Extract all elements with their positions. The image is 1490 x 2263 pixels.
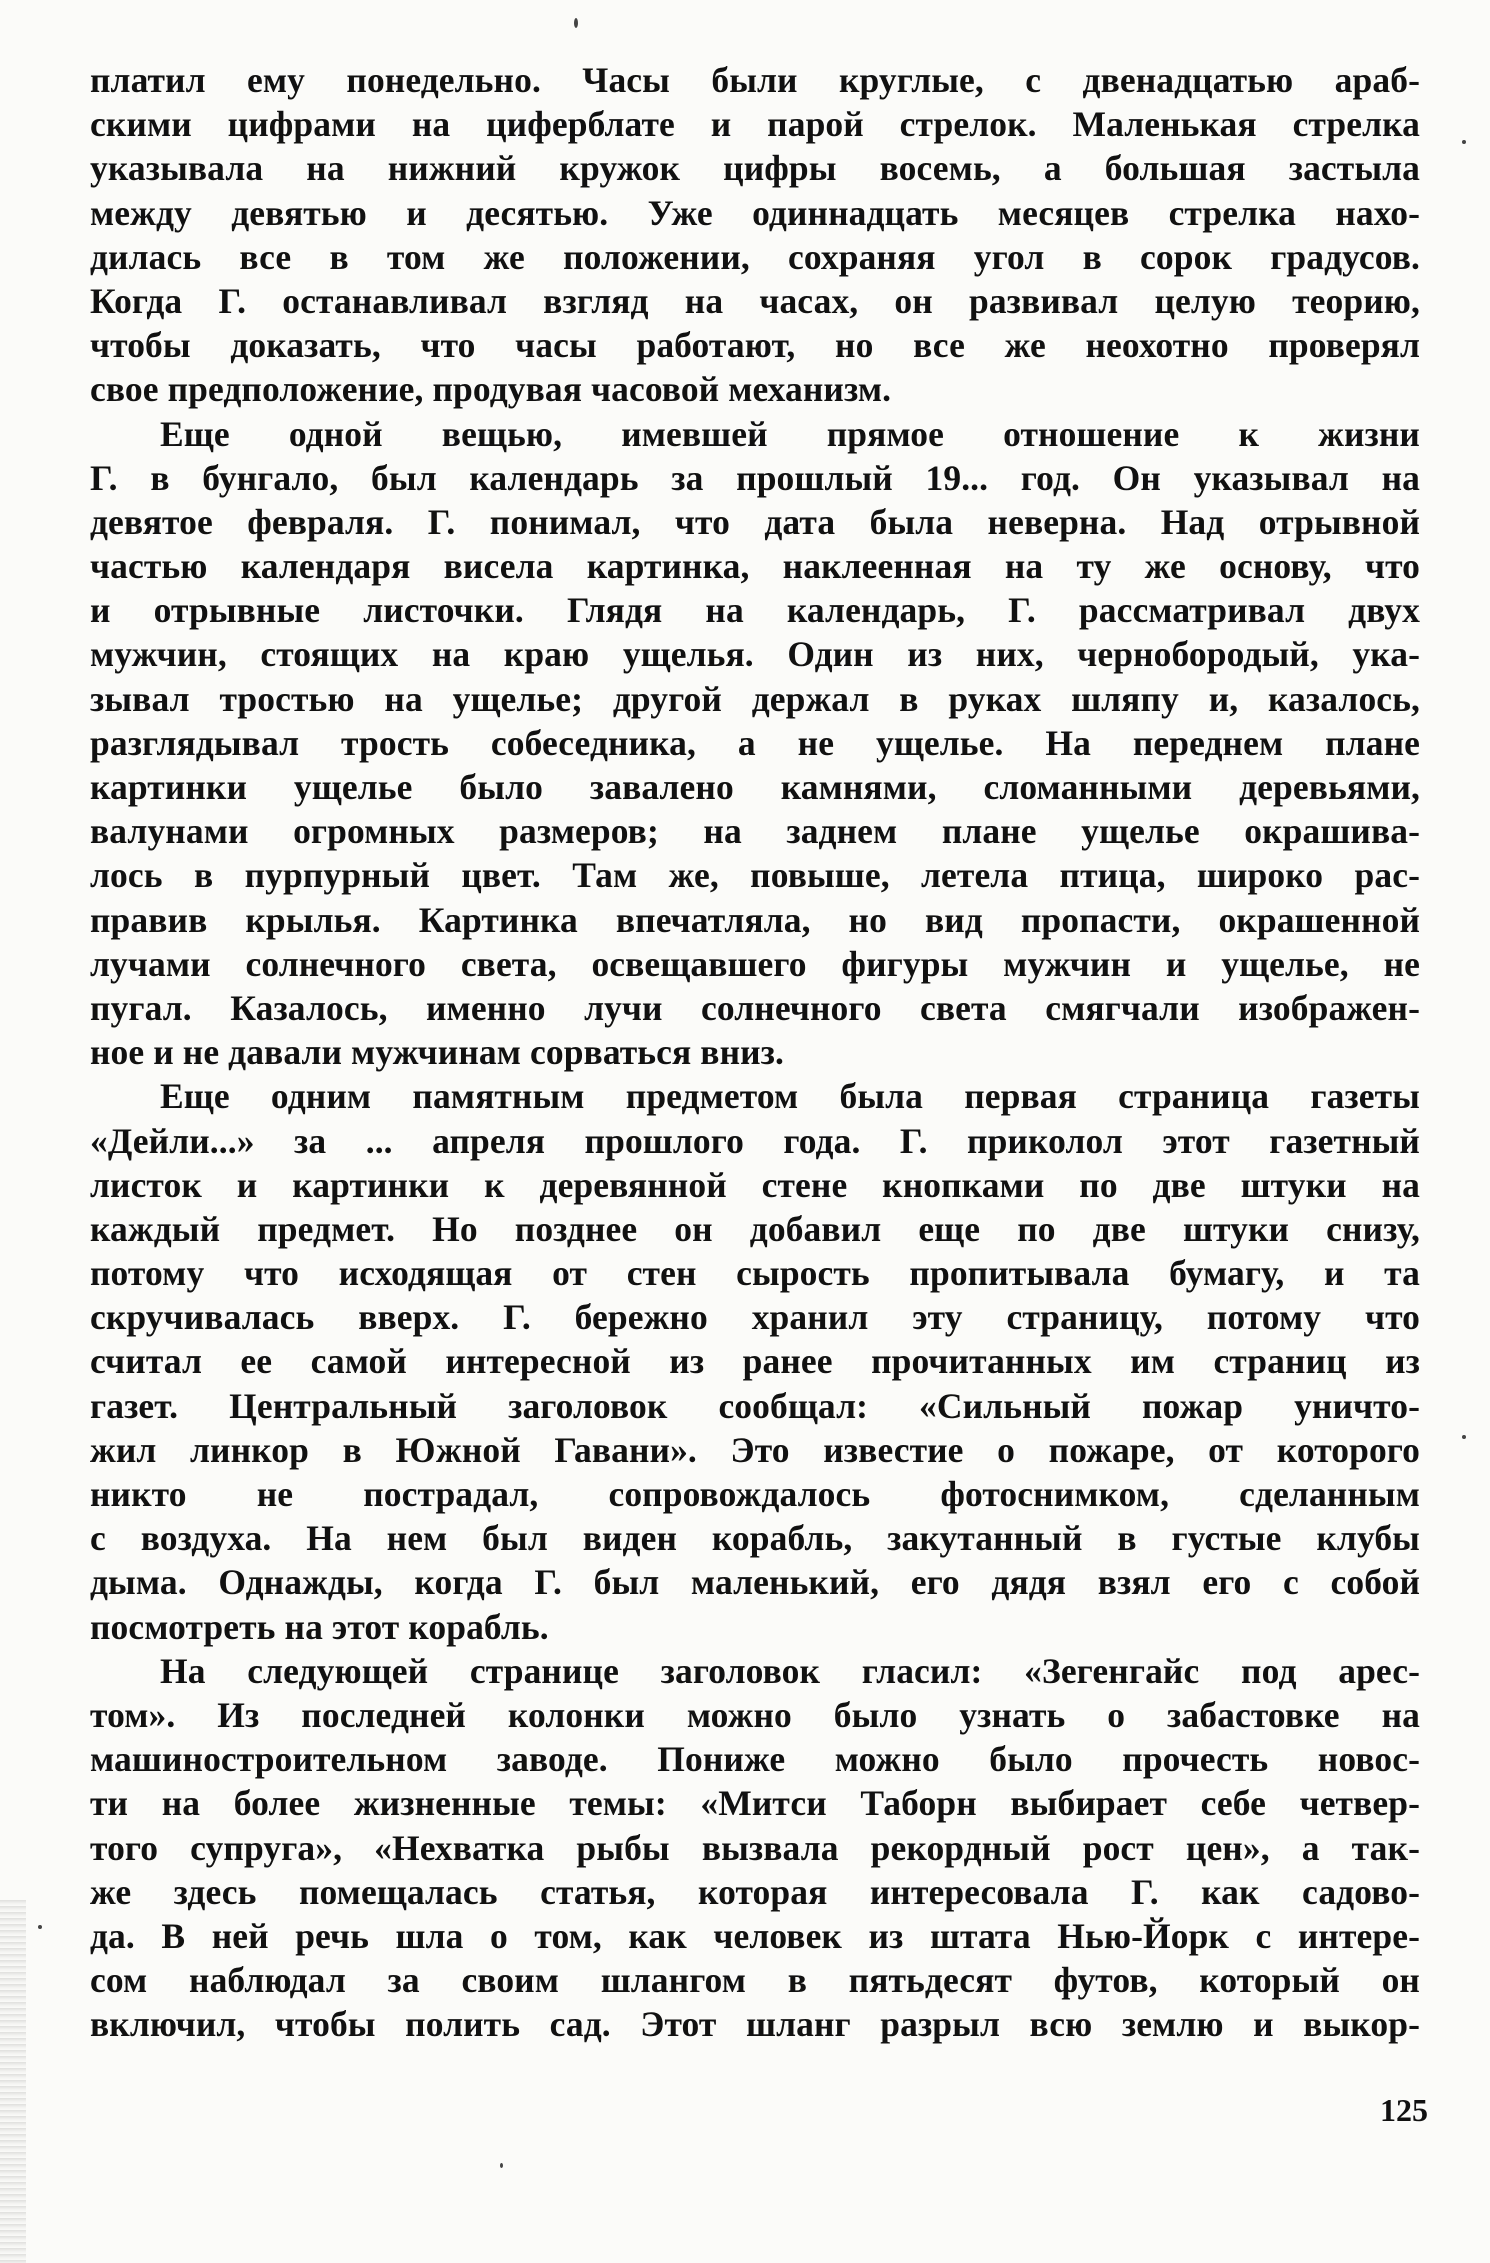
text-line: ти на более жизненные темы: «Митси Таборн выбирает себе четвер-: [90, 1783, 1420, 1824]
text-line: зывал тростью на ущелье; другой держал в руках шляпу и, казалось,: [90, 678, 1420, 719]
text-line: скими цифрами на циферблате и парой стрелок. Маленькая стрелка: [90, 104, 1420, 145]
text-line: платил ему понедельно. Часы были круглые, с двенадцатью араб-: [90, 60, 1420, 100]
text-line: машиностроительном заводе. Пониже можно было прочесть новос-: [90, 1739, 1420, 1780]
text-line: того супруга», «Нехватка рыбы вызвала рекордный рост цен», а так-: [90, 1827, 1420, 1868]
text-line: указывала на нижний кружок цифры восемь, а большая застыла: [90, 148, 1420, 189]
text-line: девятое февраля. Г. понимал, что дата была неверна. Над отрывной: [90, 501, 1420, 542]
text-line: том». Из последней колонки можно было узнать о забастовке на: [90, 1694, 1420, 1735]
text-line: же здесь помещалась статья, которая интересовала Г. как садово-: [90, 1871, 1420, 1912]
text-line: пугал. Казалось, именно лучи солнечного света смягчали изображен-: [90, 987, 1420, 1028]
text-line: правив крылья. Картинка впечатляла, но вид пропасти, окрашенной: [90, 899, 1420, 940]
page-number: 125: [1380, 2092, 1428, 2128]
text-line: ное и не давали мужчинам сорваться вниз.: [90, 1032, 785, 1073]
text-line: посмотреть на этот корабль.: [90, 1606, 549, 1647]
paragraph-first-line: Еще одной вещью, имевшей прямое отношение к жизни: [160, 413, 1420, 454]
paragraph-first-line: На следующей странице заголовок гласил: «Зегенгайс под арес-: [160, 1650, 1420, 1691]
scan-speck: [500, 2163, 503, 2168]
text-line: чтобы доказать, что часы работают, но все же неохотно проверял: [90, 325, 1420, 366]
text-line: картинки ущелье было завалено камнями, сломанными деревьями,: [90, 767, 1420, 807]
scan-speck: [1462, 1435, 1466, 1439]
scan-speck: [574, 18, 578, 28]
text-line: дыма. Однажды, когда Г. был маленький, его дядя взял его с собой: [90, 1562, 1420, 1603]
text-line: никто не пострадал, сопровождалось фотоснимком, сделанным: [90, 1474, 1420, 1514]
text-line: Когда Г. останавливал взгляд на часах, он развивал целую теорию,: [90, 280, 1420, 321]
text-line: жил линкор в Южной Гавани». Это известие о пожаре, от которого: [90, 1429, 1420, 1470]
text-line: частью календаря висела картинка, наклеенная на ту же основу, что: [90, 546, 1420, 587]
text-line: и отрывные листочки. Глядя на календарь, Г. рассматривал двух: [90, 590, 1420, 631]
text-line: листок и картинки к деревянной стене кнопками по две штуки на: [90, 1164, 1420, 1205]
text-line: дилась все в том же положении, сохраняя угол в сорок градусов.: [90, 236, 1420, 277]
text-line: лось в пурпурный цвет. Там же, повыше, летела птица, широко рас-: [90, 855, 1420, 896]
scan-speck: [38, 1925, 42, 1929]
text-line: с воздуха. На нем был виден корабль, закутанный в густые клубы: [90, 1518, 1420, 1559]
text-line: каждый предмет. Но позднее он добавил еще по две штуки снизу,: [90, 1208, 1420, 1249]
text-line: сом наблюдал за своим шлангом в пятьдесят футов, который он: [90, 1960, 1420, 2001]
scan-edge-noise: [0, 1900, 26, 2263]
text-line: скручивалась вверх. Г. бережно хранил эту страницу, потому что: [90, 1297, 1420, 1338]
body-text: [90, 58, 1420, 2046]
text-line: разглядывал трость собеседника, а не ущелье. На переднем плане: [90, 722, 1420, 763]
text-line: потому что исходящая от стен сырость пропитывала бумагу, и та: [90, 1253, 1420, 1294]
text-line: включил, чтобы полить сад. Этот шланг разрыл всю землю и выкор-: [90, 2004, 1420, 2045]
scan-speck: [1462, 140, 1466, 144]
text-line: мужчин, стоящих на краю ущелья. Один из них, чернобородый, ука-: [90, 634, 1420, 675]
paragraph-first-line: Еще одним памятным предметом была первая страница газеты: [160, 1076, 1420, 1117]
text-line: «Дейли...» за ... апреля прошлого года. Г. приколол этот газетный: [90, 1120, 1420, 1161]
text-line: считал ее самой интересной из ранее прочитанных им страниц из: [90, 1341, 1420, 1382]
text-line: лучами солнечного света, освещавшего фигуры мужчин и ущелье, не: [90, 943, 1420, 984]
text-line: свое предположение, продувая часовой механизм.: [90, 369, 892, 410]
text-line: между девятью и десятью. Уже одиннадцать месяцев стрелка нахо-: [90, 192, 1420, 233]
text-line: да. В ней речь шла о том, как человек из штата Нью-Йорк с интере-: [90, 1915, 1420, 1956]
text-line: газет. Центральный заголовок сообщал: «Сильный пожар уничто-: [90, 1385, 1420, 1426]
text-line: валунами огромных размеров; на заднем плане ущелье окрашива-: [90, 811, 1420, 852]
text-line: Г. в бунгало, был календарь за прошлый 19... год. Он указывал на: [90, 457, 1420, 498]
